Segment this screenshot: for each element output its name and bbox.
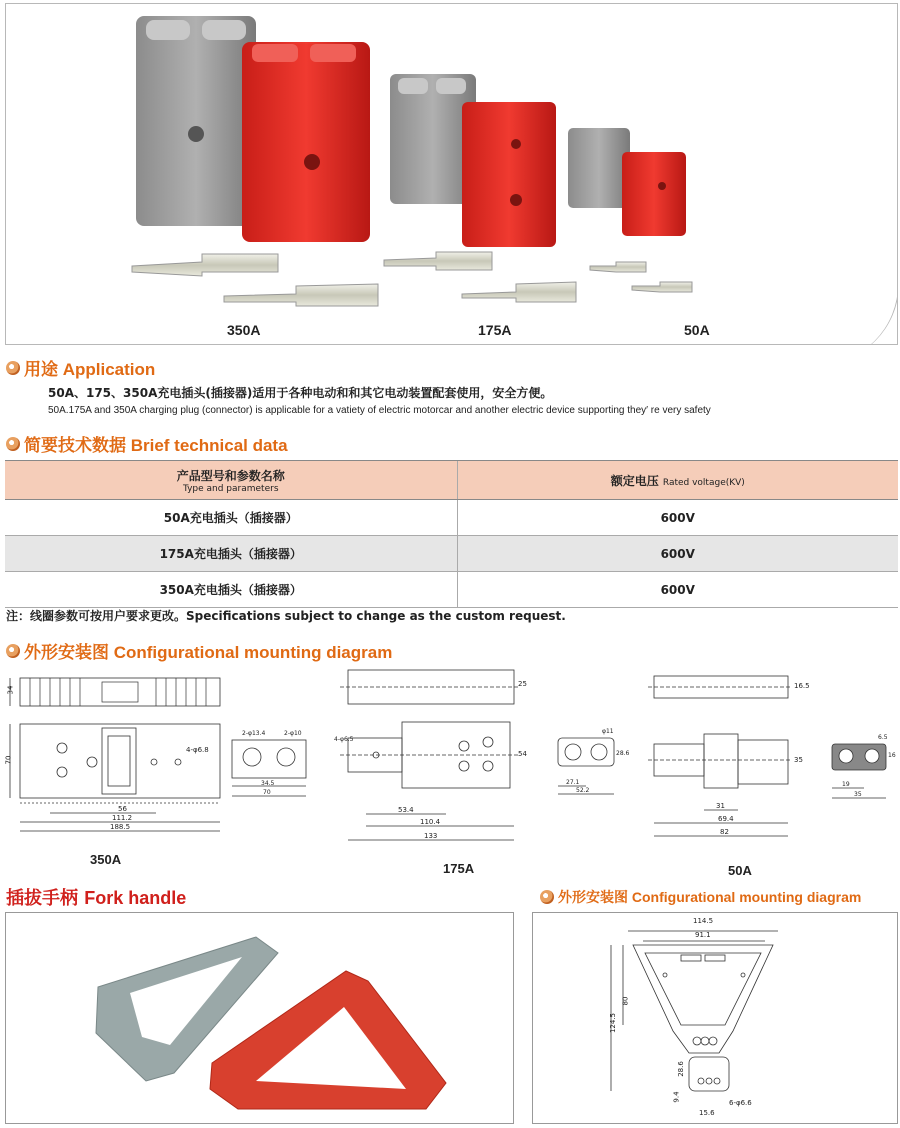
fork-handle-diagram <box>532 912 898 1124</box>
col-voltage-header <box>457 461 898 500</box>
tech-data-title: 简要技术数据 Brief technical data <box>24 436 288 455</box>
diagram-50a-label: 50A <box>728 863 752 878</box>
dim-175-27: 27.1 <box>566 779 580 786</box>
table-header-row <box>5 461 898 500</box>
dim-fork-9: 9.4 <box>672 1091 681 1103</box>
application-title: 用途 Application <box>24 360 156 379</box>
dim-175-110: 110.4 <box>420 818 441 826</box>
col-type-cn: 产品型号和参数名称 <box>176 468 285 483</box>
cell-type: 50A充电插头（插接器） <box>5 500 457 536</box>
dim-175-53: 53.4 <box>398 806 414 814</box>
fork-handle-photo <box>5 912 514 1124</box>
dim-fork-91: 91.1 <box>695 931 711 939</box>
bullet-icon <box>6 361 20 375</box>
dim-350-56: 56 <box>118 805 127 813</box>
bullet-icon <box>540 890 554 904</box>
dim-50-82: 82 <box>720 828 729 836</box>
dim-175-25: 25 <box>518 680 527 688</box>
diagram-350a-label: 350A <box>90 852 122 867</box>
fork-title-en: Fork handle <box>84 888 187 908</box>
label-50a: 50A <box>684 322 710 338</box>
diagram-350a <box>6 668 336 838</box>
table-row <box>5 536 898 572</box>
application-heading <box>6 355 155 380</box>
dim-350-188: 188.5 <box>110 823 131 831</box>
dim-50-69: 69.4 <box>718 815 734 823</box>
dim-fork-124: 124.5 <box>609 1012 618 1034</box>
dim-50-35b: 35 <box>854 791 862 798</box>
cell-type: 175A充电插头（插接器） <box>5 536 457 572</box>
dim-350-111: 111.2 <box>112 814 133 822</box>
dim-350-body-height: 70 <box>4 755 13 765</box>
fork-handle-heading <box>6 884 186 910</box>
dim-fork-15: 15.6 <box>699 1109 715 1117</box>
dim-50-16: 16.5 <box>794 682 810 690</box>
product-photo-panel <box>5 3 898 345</box>
dim-350-height: 34 <box>6 685 15 695</box>
cell-voltage: 600V <box>457 572 898 608</box>
spec-note: 注：线圈参数可按用户要求更改。Specifications subject to change as the custom request. <box>6 609 566 623</box>
dim-175-28: 28.6 <box>616 750 630 757</box>
dim-350-width: 70 <box>263 789 271 796</box>
label-350a: 350A <box>227 322 261 338</box>
dim-fork-holes: 6-φ6.6 <box>729 1099 752 1107</box>
dim-50-6: 6.5 <box>878 734 888 741</box>
fork-diagram-title: 外形安装图 Configurational mounting diagram <box>558 889 862 905</box>
dim-50-19: 19 <box>842 781 850 788</box>
dim-175-133: 133 <box>424 832 438 840</box>
dim-50-31: 31 <box>716 802 725 810</box>
dim-175-holes: 4-φ6.5 <box>334 736 354 743</box>
dim-fork-28: 28.6 <box>676 1061 685 1077</box>
table-row <box>5 572 898 608</box>
cell-voltage: 600V <box>457 536 898 572</box>
bullet-icon <box>6 437 20 451</box>
application-text-en: 50A.175A and 350A charging plug (connector) is applicable for a vatiety of electric motorcar and another electric device supporting they′ re very safety <box>48 405 711 416</box>
dim-350-holes: 4-φ6.8 <box>186 746 209 754</box>
dim-175-54: 54 <box>518 750 527 758</box>
diagram-50a <box>640 668 898 848</box>
cell-type: 350A充电插头（插接器） <box>5 572 457 608</box>
dim-175-bore: φ11 <box>602 728 614 735</box>
dim-fork-114: 114.5 <box>693 917 714 925</box>
mounting-heading <box>6 638 392 663</box>
col-type-header <box>5 461 457 500</box>
dim-175-52: 52.2 <box>576 787 590 794</box>
label-175a: 175A <box>478 322 512 338</box>
col-type-en: Type and parameters <box>182 483 279 494</box>
col-voltage-en: Rated voltage(KV) <box>662 477 745 488</box>
mounting-title: 外形安装图 Configurational mounting diagram <box>24 643 393 662</box>
diagram-175a-label: 175A <box>443 861 475 876</box>
dim-350-bore2: 2-φ10 <box>284 730 302 737</box>
connectors-photo <box>6 4 898 345</box>
dim-50-35: 35 <box>794 756 803 764</box>
diagram-175a <box>334 664 630 850</box>
bullet-icon <box>6 644 20 658</box>
tech-data-heading <box>6 431 288 456</box>
dim-50-16b: 16 <box>888 752 896 759</box>
col-voltage-cn: 额定电压 <box>610 473 659 488</box>
cell-voltage: 600V <box>457 500 898 536</box>
table-row <box>5 500 898 536</box>
application-text-cn: 50A、175、350A充电插头(插接器)适用于各种电动和和其它电动装置配套使用，安全方便。 <box>48 386 553 400</box>
fork-diagram-heading <box>540 887 861 907</box>
fork-title-cn: 插拔手柄 <box>6 888 78 909</box>
spec-table <box>5 460 898 608</box>
dim-fork-80: 80 <box>621 996 630 1006</box>
dim-350-bore1: 2-φ13.4 <box>242 730 266 737</box>
dim-350-pitch: 34.5 <box>261 780 275 787</box>
